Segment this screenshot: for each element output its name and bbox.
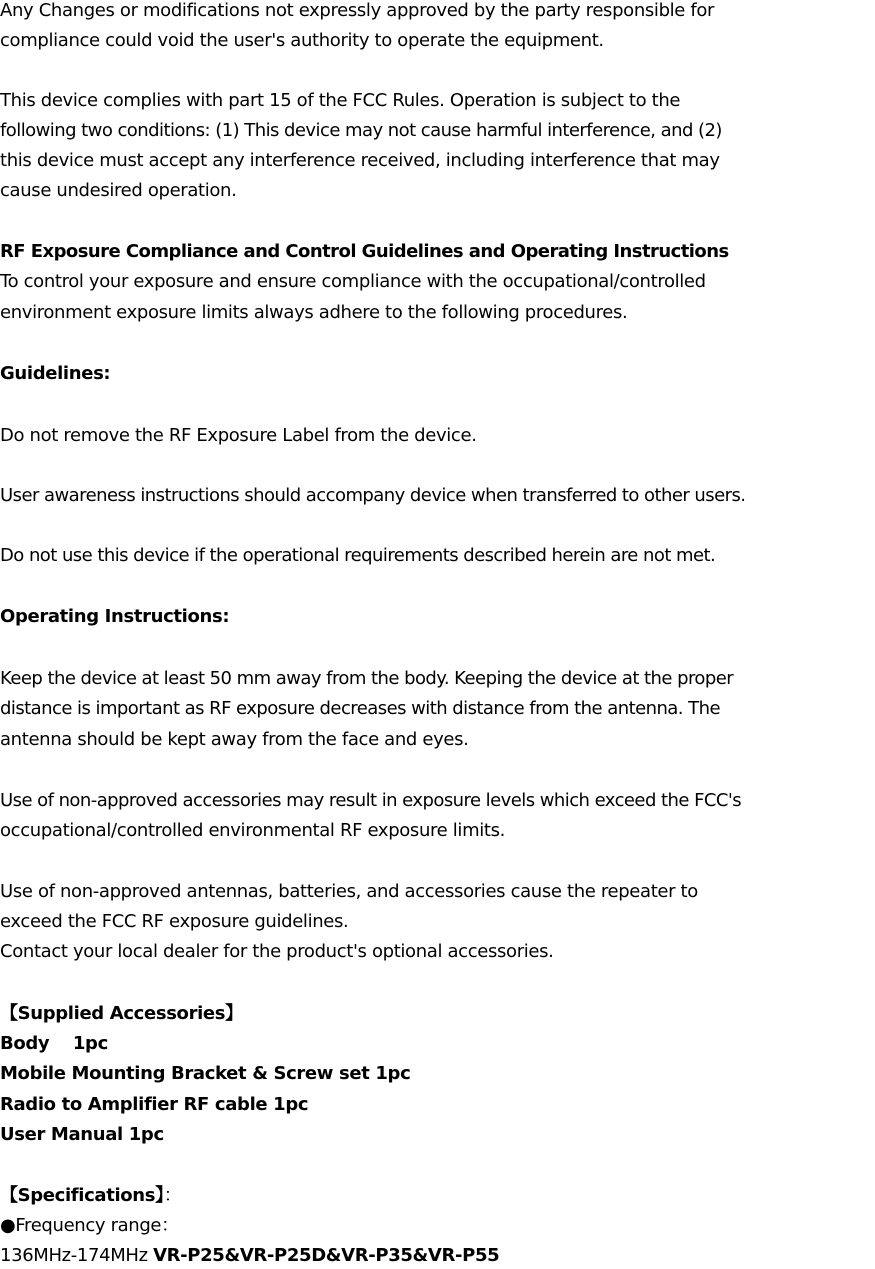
fcc-line-2: following two conditions: (1) This device may not cause harmful interference, and (2) <box>0 120 722 141</box>
guideline-line-1: Do not remove the RF Exposure Label from the device. <box>0 425 477 446</box>
operating-line-3b: exceed the FCC RF exposure guidelines. <box>0 911 349 932</box>
intro-line-1: Any Changes or modifications not expressly approved by the party responsible for <box>0 0 715 21</box>
accessory-item-rf-cable: Radio to Amplifier RF cable 1pc <box>0 1094 309 1115</box>
operating-line-2a: Use of non-approved accessories may result in exposure levels which exceed the FCC's <box>0 790 742 811</box>
fcc-line-3: this device must accept any interference received, including interference that may <box>0 150 720 171</box>
specifications-heading: 【Specifications】 <box>0 1185 164 1206</box>
specifications-heading-colon: ： <box>163 1185 182 1206</box>
operating-line-2b: occupational/controlled environmental RF exposure limits. <box>0 820 506 841</box>
operating-line-1c: antenna should be kept away from the face and eyes. <box>0 729 469 750</box>
frequency-range-value: 136MHz-174MHz <box>0 1245 154 1266</box>
operating-line-3c: Contact your local dealer for the product's optional accessories. <box>0 941 554 962</box>
operating-instructions-heading: Operating Instructions: <box>0 606 230 627</box>
fcc-line-1: This device complies with part 15 of the FCC Rules. Operation is subject to the <box>0 90 681 111</box>
accessory-item-user-manual: User Manual 1pc <box>0 1124 164 1145</box>
frequency-range-line <box>0 1243 499 1269</box>
fcc-line-4: cause undesired operation. <box>0 180 237 201</box>
operating-line-1b: distance is important as RF exposure decreases with distance from the antenna. The <box>0 698 720 719</box>
specifications-heading-line <box>0 1183 181 1209</box>
rf-exposure-heading: RF Exposure Compliance and Control Guidelines and Operating Instructions <box>0 241 729 262</box>
frequency-range-label: ●Frequency range： <box>0 1215 179 1236</box>
intro-line-2: compliance could void the user's authority to operate the equipment. <box>0 30 604 51</box>
rf-line-1: To control your exposure and ensure compliance with the occupational/controlled <box>0 271 706 292</box>
guidelines-heading: Guidelines: <box>0 363 111 384</box>
operating-line-3a: Use of non-approved antennas, batteries, and accessories cause the repeater to <box>0 881 698 902</box>
accessory-item-mounting-bracket: Mobile Mounting Bracket & Screw set 1pc <box>0 1063 411 1084</box>
frequency-range-models: VR-P25&VR-P25D&VR-P35&VR-P55 <box>153 1245 500 1266</box>
supplied-accessories-heading: 【Supplied Accessories】 <box>0 1003 243 1024</box>
guideline-line-3: Do not use this device if the operational requirements described herein are not met. <box>0 545 716 566</box>
operating-line-1a: Keep the device at least 50 mm away from the body. Keeping the device at the proper <box>0 668 734 689</box>
rf-line-2: environment exposure limits always adhere to the following procedures. <box>0 302 628 323</box>
guideline-line-2: User awareness instructions should accompany device when transferred to other users. <box>0 485 746 506</box>
accessory-item-body: Body 1pc <box>0 1033 108 1054</box>
